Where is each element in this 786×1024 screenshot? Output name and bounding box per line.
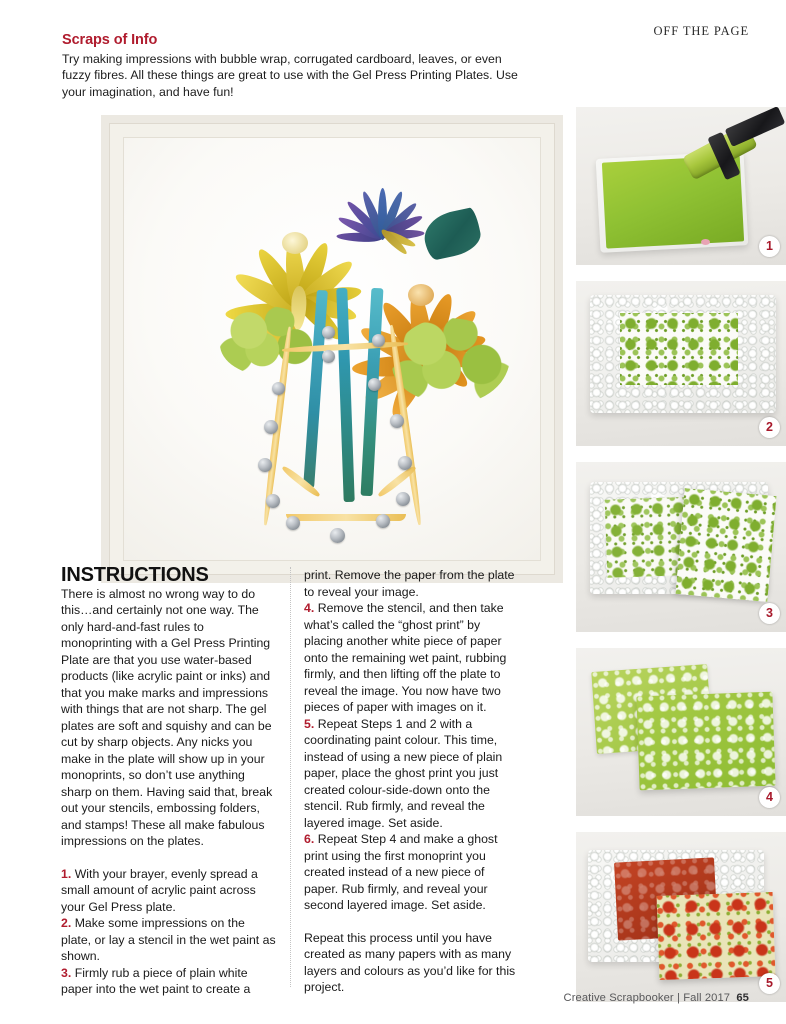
step-photo-4	[576, 648, 786, 816]
step-2-number: 2.	[61, 916, 72, 930]
photo-badge-4: 4	[759, 787, 780, 808]
step-3-text: Firmly rub a piece of plain white paper into the wet paint to create a	[61, 965, 251, 996]
instructions-title: INSTRUCTIONS	[61, 564, 209, 586]
step-3	[61, 965, 278, 998]
page-number: 65	[736, 992, 749, 1004]
frame-inner-edge	[123, 137, 541, 561]
bead	[272, 382, 285, 395]
bead	[330, 528, 345, 543]
step-6-text: Repeat Step 4 and make a ghost print using the first monoprint you created instead of a new piece of paper. Rub firmly, and reveal your second layered image. Set aside.	[304, 832, 498, 912]
photo-3-scene	[576, 462, 786, 632]
lifted-print-paper	[676, 488, 777, 602]
instructions-closing: Repeat this process until you have created as many papers with as many layers and colours as you’d like for this project.	[304, 930, 516, 994]
bead	[266, 494, 280, 508]
step-5	[304, 716, 521, 832]
scraps-of-info-body: Try making impressions with bubble wrap, corrugated cardboard, leaves, or even fuzzy fibres. All these things are great to use with the Gel Press Printing Plates. Use your imagination, and have fun!	[62, 52, 518, 99]
bead	[322, 326, 335, 339]
picture-frame	[109, 123, 555, 575]
footer-publication: Creative Scrapbooker	[563, 992, 674, 1004]
bead	[390, 414, 404, 428]
bead	[398, 456, 412, 470]
green-dot-pattern	[620, 313, 738, 385]
paragraph-gap	[304, 914, 521, 930]
paragraph-gap	[61, 850, 278, 866]
red-green-dot-pattern	[657, 892, 776, 980]
step-photo-strip	[536, 91, 773, 1010]
step-photo-1	[576, 107, 786, 265]
photo-4-scene	[576, 648, 786, 816]
photo-badge-2: 2	[759, 417, 780, 438]
step-photo-3	[576, 462, 786, 632]
running-head: OFF THE PAGE	[653, 24, 749, 38]
instructions-intro: There is almost no wrong way to do this…and certainly not one way. The only hard-and-fast rules to monoprinting with a Gel Press Printing Plate are that you use water-based products (like acrylic paint or inks) and that you make marks and impressions with things that are not sharp. The gel plates are soft and squishy and can be cut by sharp objects. Any nicks you make in the plate will show up in your monoprints, so don’t use anything sharp on them. Having said that, break out your stencils, embossing folders, and stamps! These all make fabulous impressions on the plates.	[61, 586, 273, 848]
bead	[372, 334, 385, 347]
photo-5-scene	[576, 832, 786, 1002]
bead	[258, 458, 272, 472]
column-divider	[290, 567, 291, 987]
scraps-of-info-title: Scraps of Info	[62, 32, 158, 48]
instructions-column-left	[61, 564, 278, 998]
step-1-text: With your brayer, evenly spread a small amount of acrylic paint across your Gel Press plate.	[61, 866, 258, 914]
photo-2-scene	[576, 281, 786, 446]
bead	[322, 350, 335, 363]
step-2	[61, 915, 278, 965]
photo-badge-1: 1	[759, 236, 780, 257]
ghost-dot-texture	[636, 692, 775, 791]
instructions-column-right	[304, 567, 521, 996]
step-5-number: 5.	[304, 716, 315, 731]
bead	[286, 516, 300, 530]
layered-red-green-print	[657, 892, 776, 980]
ghost-print-front	[636, 692, 775, 791]
photo-1-scene	[576, 107, 786, 265]
green-bubble-impression	[620, 313, 738, 385]
scraps-of-info-block	[62, 32, 532, 100]
step-4-text: Remove the stencil, and then take what’s called the “ghost print” by placing another white piece of paper onto the remaining wet paint, rubbing firmly, and then lifting off the plate to reveal the image. You now have two pieces of paper with images on it.	[304, 601, 507, 714]
step-4-number: 4.	[304, 601, 315, 615]
step-3-number: 3.	[61, 965, 72, 980]
step-6	[304, 831, 521, 914]
footer-separator: |	[676, 992, 680, 1004]
bead	[376, 514, 390, 528]
step-photo-5	[576, 832, 786, 1002]
bead	[368, 378, 381, 391]
footer-issue: Fall 2017	[683, 992, 731, 1004]
bead	[396, 492, 410, 506]
photo-badge-3: 3	[759, 603, 780, 624]
step-1	[61, 866, 278, 916]
page-footer	[564, 992, 749, 1004]
step-3-continued: print. Remove the paper from the plate to reveal your image.	[304, 568, 515, 599]
artwork-figure	[101, 115, 563, 583]
step-photo-2	[576, 281, 786, 446]
step-5-text: Repeat Steps 1 and 2 with a coordinating paint colour. This time, instead of using a new piece of plain paper, place the ghost print you just created colour-side-down onto the stencil. Rub firmly, and reveal the layered image. Set aside.	[304, 716, 503, 830]
step-4	[304, 600, 521, 716]
bead	[264, 420, 278, 434]
green-dot-print	[676, 488, 777, 602]
photo-badge-5: 5	[759, 973, 780, 994]
step-1-number: 1.	[61, 866, 72, 881]
instructions-block	[61, 564, 521, 996]
step-2-text: Make some impressions on the plate, or lay a stencil in the wet paint as shown.	[61, 916, 276, 963]
step-6-number: 6.	[304, 832, 315, 846]
